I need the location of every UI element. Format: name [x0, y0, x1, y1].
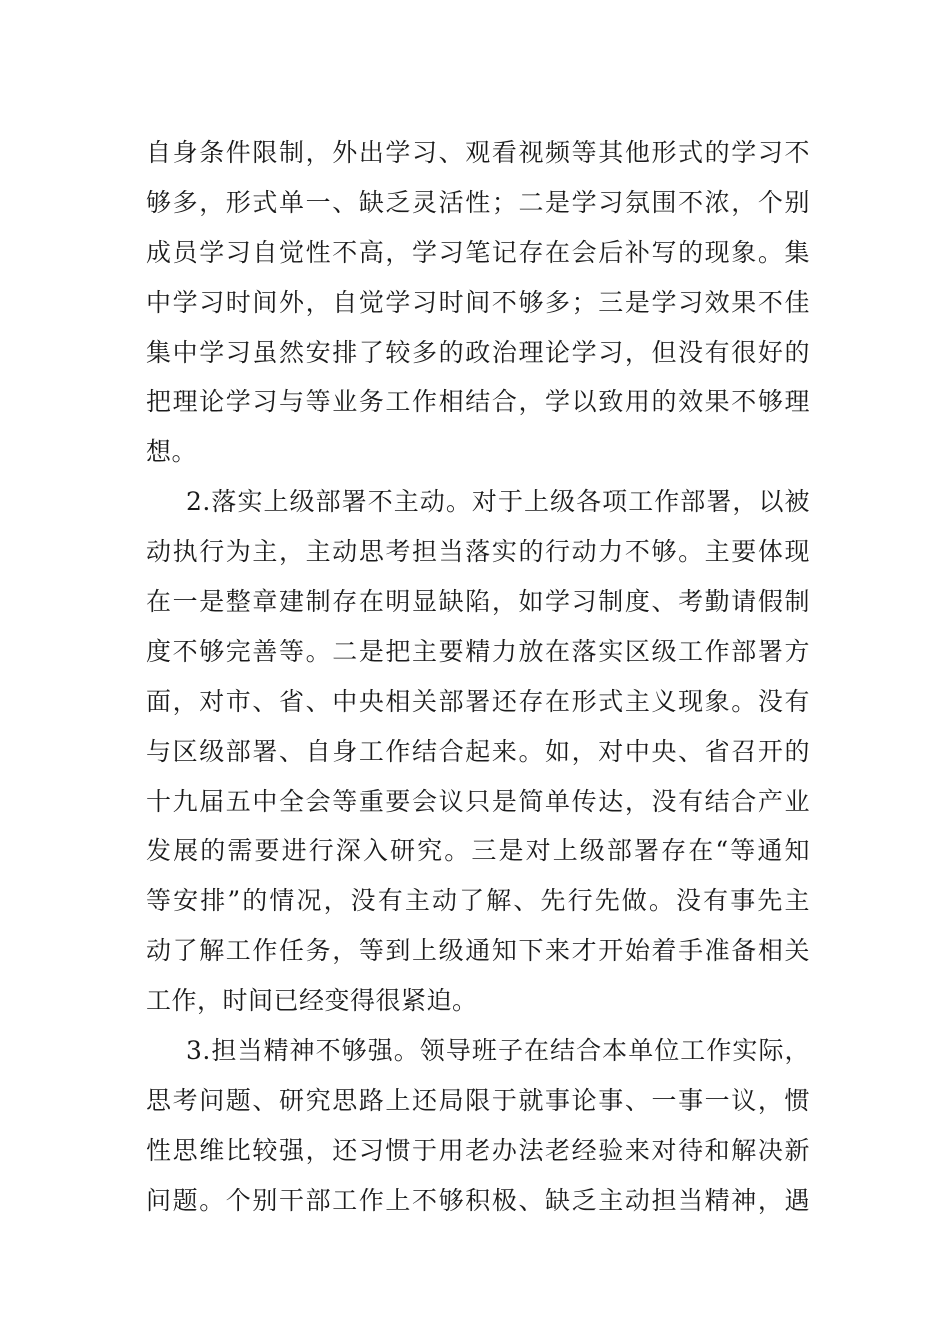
text-line: 动了解工作任务，等到上级通知下来才开始着手准备相关 — [146, 936, 810, 966]
text-line: 在一是整章建制存在明显缺陷，如学习制度、考勤请假制 — [146, 587, 810, 617]
text-line: 性思维比较强，还习惯于用老办法老经验来对待和解决新 — [146, 1135, 810, 1165]
text-line: 思考问题、研究思路上还局限于就事论事、一事一议，惯 — [146, 1085, 810, 1115]
text-line: 等安排”的情况，没有主动了解、先行先做。没有事先主 — [146, 886, 810, 916]
text-line: 问题。个别干部工作上不够积极、缺乏主动担当精神，遇 — [146, 1185, 810, 1215]
text-line: 度不够完善等。二是把主要精力放在落实区级工作部署方 — [146, 636, 810, 666]
text-line: 中学习时间外，自觉学习时间不够多；三是学习效果不佳 — [146, 287, 810, 317]
text-line: 把理论学习与等业务工作相结合，学以致用的效果不够理 — [146, 387, 810, 417]
text-line: 发展的需要进行深入研究。三是对上级部署存在“等通知 — [146, 836, 810, 866]
section-heading-line: 3.担当精神不够强。领导班子在结合本单位工作实际， — [186, 1036, 810, 1066]
text-line: 想。 — [146, 437, 198, 467]
text-line: 工作，时间已经变得很紧迫。 — [146, 986, 478, 1016]
text-line: 成员学习自觉性不高，学习笔记存在会后补写的现象。集 — [146, 237, 810, 267]
text-line: 够多，形式单一、缺乏灵活性；二是学习氛围不浓，个别 — [146, 187, 810, 217]
body-text — [146, 128, 810, 1226]
text-line: 动执行为主，主动思考担当落实的行动力不够。主要体现 — [146, 537, 810, 567]
section-heading-line: 2.落实上级部署不主动。对于上级各项工作部署，以被 — [186, 487, 810, 517]
text-line: 十九届五中全会等重要会议只是简单传达，没有结合产业 — [146, 786, 810, 816]
text-line: 集中学习虽然安排了较多的政治理论学习，但没有很好的 — [146, 337, 810, 367]
text-line: 与区级部署、自身工作结合起来。如，对中央、省召开的 — [146, 736, 810, 766]
text-line: 自身条件限制，外出学习、观看视频等其他形式的学习不 — [146, 138, 810, 167]
text-line: 面，对市、省、中央相关部署还存在形式主义现象。没有 — [146, 686, 810, 716]
